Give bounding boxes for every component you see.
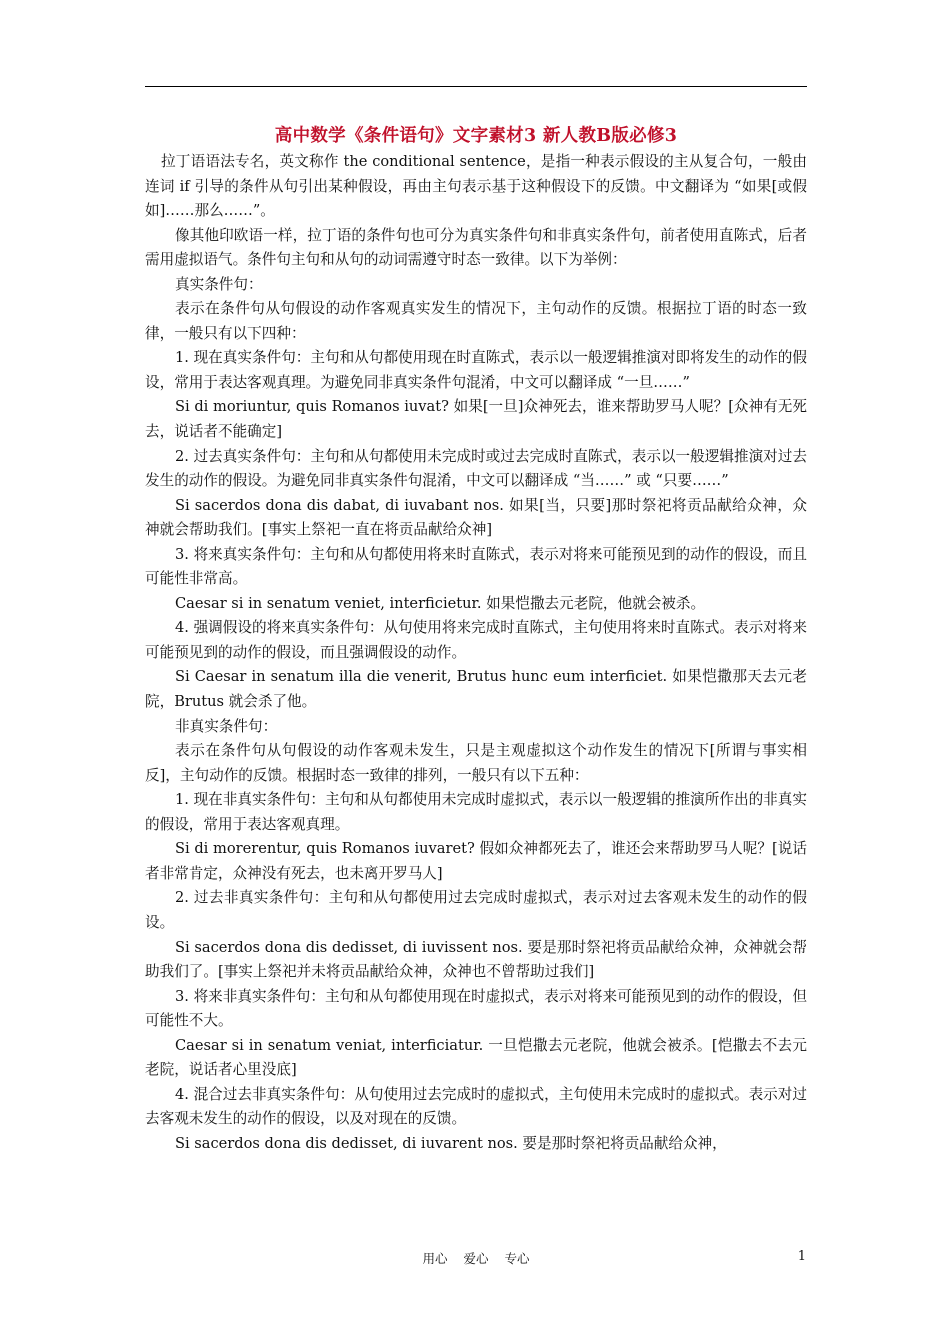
paragraph: 表示在条件句从句假设的动作客观真实发生的情况下，主句动作的反馈。根据拉丁语的时态一致律，一般只有以下四种： (145, 300, 807, 342)
paragraph: 2. 过去非真实条件句：主句和从句都使用过去完成时虚拟式，表示对过去客观未发生的动作的假设。 (145, 889, 807, 931)
header-rule (145, 86, 807, 87)
paragraph: 4. 混合过去非真实条件句：从句使用过去完成时的虚拟式，主句使用未完成时的虚拟式。表示对过去客观未发生的动作的假设，以及对现在的反馈。 (145, 1085, 807, 1128)
paragraph: Caesar si in senatum veniet, interficietur. 如果恺撒去元老院，他就会被杀。 (175, 594, 706, 612)
document-body (145, 150, 807, 1156)
paragraph: 3. 将来非真实条件句：主句和从句都使用现在时虚拟式，表示对将来可能预见到的动作的假设，但可能性不大。 (145, 987, 807, 1030)
paragraph: 1. 现在真实条件句：主句和从句都使用现在时直陈式，表示以一般逻辑推演对即将发生的动作的假设，常用于表达客观真理。为避免同非真实条件句混淆，中文可以翻译成 “一旦……” (145, 349, 807, 391)
paragraph: 1. 现在非真实条件句：主句和从句都使用未完成时虚拟式，表示以一般逻辑的推演所作出的非真实的假设，常用于表达客观真理。 (145, 791, 807, 833)
paragraph: 非真实条件句： (175, 717, 278, 735)
paragraph: Si sacerdos dona dis dedisset, di iuvissent nos. 要是那时祭祀将贡品献给众神，众神就会帮助我们了。[事实上祭祀并未将贡品献给众神，众神也不曾帮助过我们] (145, 938, 807, 981)
paragraph: 真实条件句： (175, 275, 263, 293)
document-title: 高中数学《条件语句》文字素材3 新人教B版必修3 (274, 126, 678, 146)
paragraph: 表示在条件句从句假设的动作客观未发生，只是主观虚拟这个动作发生的情况下[所谓与事实相反]，主句动作的反馈。根据时态一致律的排列，一般只有以下五种： (145, 742, 807, 784)
paragraph: 4. 强调假设的将来真实条件句：从句使用将来完成时直陈式，主句使用将来时直陈式。表示对将来可能预见到的动作的假设，而且强调假设的动作。 (145, 619, 807, 661)
paragraph: Si Caesar in senatum illa die venerit, Brutus hunc eum interficiet. 如果恺撒那天去元老院，Brutus 就会杀了他。 (145, 668, 807, 711)
paragraph: Si di moriuntur, quis Romanos iuvat? 如果[一旦]众神死去，谁来帮助罗马人呢？[众神有无死去，说话者不能确定] (145, 398, 807, 441)
paragraph: Si sacerdos dona dis dedisset, di iuvarent nos. 要是那时祭祀将贡品献给众神， (175, 1134, 727, 1152)
paragraph: Caesar si in senatum veniat, interficiatur. 一旦恺撒去元老院，他就会被杀。[恺撒去不去元老院，说话者心里没底] (145, 1036, 807, 1079)
paragraph: 拉丁语语法专名，英文称作 the conditional sentence，是指一种表示假设的主从复合句，一般由连词 if 引导的条件从句引出某种假设，再由主句表示基于这种假设下的反馈。中文翻译为 “如果[或假如]……那么……”。 (145, 153, 807, 220)
paragraph: 2. 过去真实条件句：主句和从句都使用未完成时或过去完成时直陈式，表示以一般逻辑推演对过去发生的动作的假设。为避免同非真实条件句混淆，中文可以翻译成 “当……” 或 “只要……” (145, 447, 807, 490)
footer-motto: 用心 爱心 专心 (422, 1251, 530, 1266)
paragraph: Si di morerentur, quis Romanos iuvaret? 假如众神都死去了，谁还会来帮助罗马人呢？[说话者非常肯定，众神没有死去，也未离开罗马人] (145, 840, 807, 882)
page-number: 1 (797, 1249, 806, 1264)
paragraph: 3. 将来真实条件句：主句和从句都使用将来时直陈式，表示对将来可能预见到的动作的假设，而且可能性非常高。 (145, 545, 807, 588)
paragraph: Si sacerdos dona dis dabat, di iuvabant nos. 如果[当，只要]那时祭祀将贡品献给众神，众神就会帮助我们。[事实上祭祀一直在将贡品献给众神] (145, 496, 807, 539)
paragraph: 像其他印欧语一样，拉丁语的条件句也可分为真实条件句和非真实条件句，前者使用直陈式，后者需用虚拟语气。条件句主句和从句的动词需遵守时态一致律。以下为举例： (145, 226, 807, 269)
